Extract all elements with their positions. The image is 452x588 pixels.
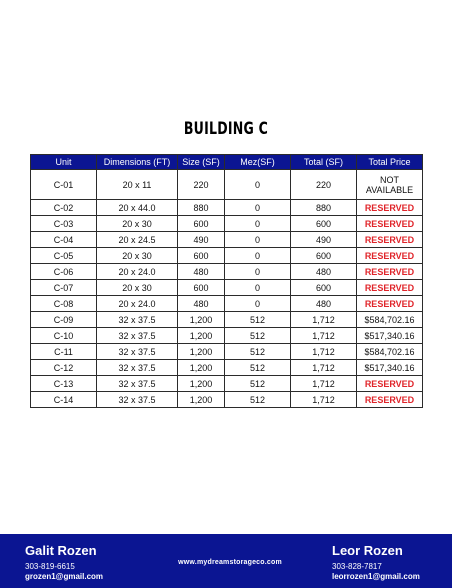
cell-dimensions: 20 x 30 (97, 248, 178, 264)
cell-total: 1,712 (291, 376, 357, 392)
cell-unit: C-07 (31, 280, 97, 296)
cell-mez: 0 (225, 280, 291, 296)
cell-size: 1,200 (178, 360, 225, 376)
table-row (31, 216, 423, 232)
cell-size: 220 (178, 170, 225, 200)
cell-size: 480 (178, 296, 225, 312)
cell-mez: 512 (225, 344, 291, 360)
header-price: Total Price (357, 155, 423, 170)
cell-unit: C-13 (31, 376, 97, 392)
cell-size: 1,200 (178, 344, 225, 360)
agent-phone: 303-819-6615 (25, 562, 75, 571)
cell-price: RESERVED (357, 280, 423, 296)
cell-mez: 512 (225, 376, 291, 392)
cell-price: RESERVED (357, 200, 423, 216)
cell-unit: C-04 (31, 232, 97, 248)
cell-unit: C-12 (31, 360, 97, 376)
cell-size: 600 (178, 216, 225, 232)
cell-unit: C-05 (31, 248, 97, 264)
cell-total: 1,712 (291, 312, 357, 328)
header-unit: Unit (31, 155, 97, 170)
table-row (31, 360, 423, 376)
cell-price: NOT AVAILABLE (357, 170, 423, 200)
cell-total: 1,712 (291, 360, 357, 376)
cell-price: $584,702.16 (357, 344, 423, 360)
table-header-row (31, 155, 423, 170)
units-table (30, 154, 423, 408)
cell-price: $517,340.16 (357, 360, 423, 376)
cell-dimensions: 32 x 37.5 (97, 360, 178, 376)
cell-dimensions: 32 x 37.5 (97, 328, 178, 344)
table-row (31, 296, 423, 312)
cell-unit: C-02 (31, 200, 97, 216)
cell-mez: 512 (225, 328, 291, 344)
agent-right (332, 543, 420, 582)
cell-total: 880 (291, 200, 357, 216)
cell-unit: C-01 (31, 170, 97, 200)
cell-size: 880 (178, 200, 225, 216)
cell-size: 480 (178, 264, 225, 280)
agent-phone: 303-828-7817 (332, 562, 382, 571)
cell-price: RESERVED (357, 216, 423, 232)
cell-dimensions: 20 x 30 (97, 280, 178, 296)
cell-mez: 0 (225, 216, 291, 232)
cell-total: 1,712 (291, 328, 357, 344)
cell-price: RESERVED (357, 376, 423, 392)
cell-total: 600 (291, 216, 357, 232)
cell-unit: C-09 (31, 312, 97, 328)
cell-size: 1,200 (178, 392, 225, 408)
agent-name: Leor Rozen (332, 543, 403, 558)
table-row (31, 280, 423, 296)
agent-left (25, 543, 103, 582)
cell-dimensions: 32 x 37.5 (97, 312, 178, 328)
cell-mez: 0 (225, 200, 291, 216)
cell-price: RESERVED (357, 264, 423, 280)
header-mez: Mez(SF) (225, 155, 291, 170)
cell-size: 600 (178, 248, 225, 264)
header-size: Size (SF) (178, 155, 225, 170)
page-title: BUILDING C (183, 119, 269, 139)
cell-dimensions: 32 x 37.5 (97, 344, 178, 360)
cell-price: $517,340.16 (357, 328, 423, 344)
cell-size: 1,200 (178, 376, 225, 392)
cell-total: 480 (291, 264, 357, 280)
header-total: Total (SF) (291, 155, 357, 170)
table-row (31, 376, 423, 392)
agent-email: leorrozen1@gmail.com (332, 572, 420, 581)
table-row (31, 264, 423, 280)
cell-mez: 512 (225, 312, 291, 328)
table-row (31, 312, 423, 328)
table-row (31, 344, 423, 360)
cell-mez: 0 (225, 248, 291, 264)
website-link[interactable]: www.mydreamstorageco.com (178, 559, 282, 566)
cell-unit: C-14 (31, 392, 97, 408)
cell-total: 600 (291, 280, 357, 296)
cell-dimensions: 20 x 24.0 (97, 296, 178, 312)
cell-total: 490 (291, 232, 357, 248)
cell-unit: C-08 (31, 296, 97, 312)
table-row (31, 232, 423, 248)
cell-price: RESERVED (357, 392, 423, 408)
table-row (31, 392, 423, 408)
cell-dimensions: 32 x 37.5 (97, 376, 178, 392)
table-row (31, 170, 423, 200)
cell-mez: 0 (225, 264, 291, 280)
cell-size: 600 (178, 280, 225, 296)
cell-total: 1,712 (291, 344, 357, 360)
header-dimensions: Dimensions (FT) (97, 155, 178, 170)
cell-price: RESERVED (357, 248, 423, 264)
cell-price: RESERVED (357, 232, 423, 248)
cell-mez: 512 (225, 392, 291, 408)
cell-mez: 0 (225, 296, 291, 312)
table-row (31, 248, 423, 264)
cell-size: 1,200 (178, 328, 225, 344)
table-row (31, 200, 423, 216)
cell-unit: C-03 (31, 216, 97, 232)
cell-dimensions: 20 x 11 (97, 170, 178, 200)
cell-dimensions: 20 x 30 (97, 216, 178, 232)
cell-total: 600 (291, 248, 357, 264)
cell-unit: C-06 (31, 264, 97, 280)
cell-mez: 512 (225, 360, 291, 376)
cell-dimensions: 20 x 44.0 (97, 200, 178, 216)
cell-dimensions: 32 x 37.5 (97, 392, 178, 408)
cell-unit: C-11 (31, 344, 97, 360)
table-row (31, 328, 423, 344)
cell-price: RESERVED (357, 296, 423, 312)
cell-total: 1,712 (291, 392, 357, 408)
cell-unit: C-10 (31, 328, 97, 344)
cell-total: 220 (291, 170, 357, 200)
cell-dimensions: 20 x 24.0 (97, 264, 178, 280)
cell-dimensions: 20 x 24.5 (97, 232, 178, 248)
cell-mez: 0 (225, 232, 291, 248)
agent-name: Galit Rozen (25, 543, 97, 558)
cell-size: 1,200 (178, 312, 225, 328)
cell-price: $584,702.16 (357, 312, 423, 328)
cell-size: 490 (178, 232, 225, 248)
cell-mez: 0 (225, 170, 291, 200)
agent-email: grozen1@gmail.com (25, 572, 104, 581)
cell-total: 480 (291, 296, 357, 312)
contact-footer (0, 534, 452, 588)
